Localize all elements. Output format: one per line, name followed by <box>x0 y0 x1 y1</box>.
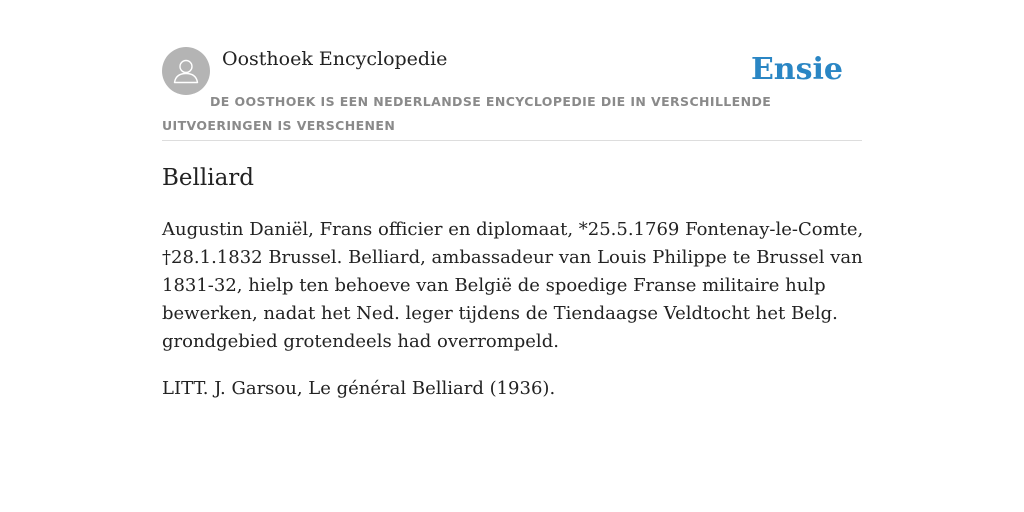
article-paragraph: Augustin Daniël, Frans officier en diplomaat, *25.5.1769 Fontenay-le-Comte, †28.1.1832 Brussel. Belliard, ambassadeur van Louis Philippe te Brussel van 1831-32, hielp ten behoeve van België de spoedige Franse militaire hulp bewerken, nadat het Ned. leger tijdens de Tiendaagse Veldtocht het Belg. grondgebied grotendeels had overrompeld. <box>162 219 864 352</box>
article-body <box>162 216 864 422</box>
source-avatar[interactable] <box>162 47 210 95</box>
source-header <box>162 47 862 141</box>
article-title: Belliard <box>162 165 255 191</box>
article-literature: LITT. J. Garsou, Le général Belliard (1936). <box>162 378 556 399</box>
user-silhouette-icon <box>162 47 210 95</box>
source-name-link[interactable]: Oosthoek Encyclopedie <box>222 48 448 70</box>
brand-logo[interactable]: Ensie <box>750 52 843 87</box>
source-description: DE OOSTHOEK IS EEN NEDERLANDSE ENCYCLOPEDIE DIE IN VERSCHILLENDE UITVOERINGEN IS VERSCHENEN <box>162 94 772 133</box>
